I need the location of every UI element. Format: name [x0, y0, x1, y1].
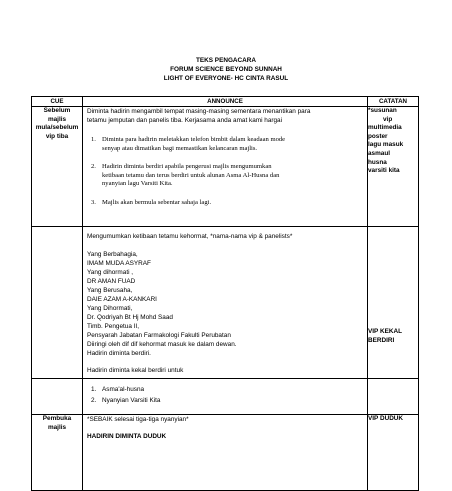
catatan-cell: [368, 107, 419, 227]
cue-line: mula/sebelum: [35, 124, 79, 132]
catatan-line: *susunan: [368, 107, 397, 114]
cue-line: Sebelum: [43, 107, 71, 114]
numbered-item: 2. Nyanyian Varsiti Kita: [91, 397, 161, 404]
announce-line: Yang Berbahagia,: [87, 251, 138, 258]
announce-line: Diiringi oleh dif dif kehormat masuk ke dalam dewan.: [87, 341, 237, 348]
announce-line: Pensyarah Jabatan Farmakologi Fakulti Perubatan: [87, 332, 231, 339]
table-row: [32, 415, 419, 491]
announce-line: Yang Berusaha,: [87, 287, 133, 294]
catatan-cell: [368, 227, 419, 379]
table-header-row: [32, 97, 419, 107]
announce-cell: [83, 227, 368, 379]
catatan-line: lagu masuk: [368, 141, 404, 149]
column-header-catatan: CATATAN: [368, 97, 419, 107]
catatan-line: VIP KEKAL: [368, 328, 402, 335]
announce-line: Yang Dihormati,: [87, 305, 133, 312]
catatan-line: varsiti kita: [368, 167, 400, 175]
forum-name: FORUM SCIENCE BEYOND SUNNAH: [170, 66, 282, 73]
cue-cell: [32, 107, 83, 227]
announce-cell: [83, 107, 368, 227]
numbered-item: 3. Majlis akan bermula sebentar sahaja lagi.: [91, 199, 212, 206]
announce-line: HADIRIN DIMINTA DUDUK: [87, 433, 167, 440]
catatan-cell: [368, 379, 419, 415]
event-subtitle: LIGHT OF EVERYONE- HC CINTA RASUL: [163, 75, 289, 82]
column-header-cue: CUE: [32, 97, 83, 107]
announce-line: Diminta hadirin mengambil tempat masing-masing sementara menantikan para: [87, 108, 311, 115]
announce-line: Mengumumkan ketibaan tetamu kehormat, *nama-nama vip & panelists*: [87, 233, 293, 240]
table-row-continuation: [32, 379, 419, 415]
cue-line: vip tiba: [45, 132, 69, 140]
cue-line: majlis: [47, 115, 67, 123]
cue-cell: [32, 415, 83, 491]
catatan-line: poster: [368, 132, 388, 140]
catatan-cell: [368, 415, 419, 491]
announce-line: tetamu jemputan dan panelis tiba. Kerjasama anda amat kami hargai: [87, 117, 283, 124]
numbered-item: 1. Asma'al-husna: [91, 386, 145, 393]
catatan-line: asmaul: [368, 149, 391, 157]
cue-cell: [32, 227, 83, 379]
catatan-line: husna: [368, 158, 387, 166]
catatan-line: BERDIRI: [368, 336, 395, 344]
announce-line: Timb. Pengetua II,: [87, 323, 139, 330]
catatan-line: VIP DUDUK: [368, 415, 404, 422]
announce-line: Hadirin diminta berdiri.: [87, 350, 151, 357]
numbered-item: 1. Diminta para hadirin meletakkan telefon bimbit dalam keadaan mode senyap atau dimatikan bagi memastikan kelancaran majlis.: [91, 136, 286, 152]
cue-line: Pembuka: [42, 415, 72, 422]
catatan-line: vip: [383, 115, 393, 123]
announce-line: *SEBAIK selesai tiga-tiga nyanyian*: [87, 416, 189, 423]
document-title: TEKS PENGACARA: [195, 57, 256, 64]
column-header-announce: ANNOUNCE: [83, 97, 368, 107]
vip-name: IMAM MUDA ASYRAF: [87, 260, 151, 267]
vip-name: Dr. Qodriyah Bt Hj Mohd Saad: [87, 314, 173, 321]
script-table: [31, 96, 419, 491]
catatan-line: multimedia: [368, 124, 402, 132]
announce-line: Yang dihormati ,: [87, 269, 134, 276]
vip-name: DR AMAN FUAD: [87, 278, 136, 285]
cue-line: majlis: [47, 423, 67, 431]
table-row: [32, 107, 419, 227]
announce-cell: [83, 415, 368, 491]
announce-cell: [83, 379, 368, 415]
cue-cell: [32, 379, 83, 415]
numbered-item: 2. Hadirin diminta berdiri apabila pengerusi majlis mengumumkan ketibaan tetamu dan terus berdiri untuk alunan Asma Al-Husna dan nyanyian lagu Varsiti Kita.: [91, 163, 280, 188]
table-row: [32, 227, 419, 379]
vip-name: DAIE AZAM A-KANKARI: [87, 296, 157, 303]
announce-line: Hadirin diminta kekal berdiri untuk: [87, 367, 184, 374]
